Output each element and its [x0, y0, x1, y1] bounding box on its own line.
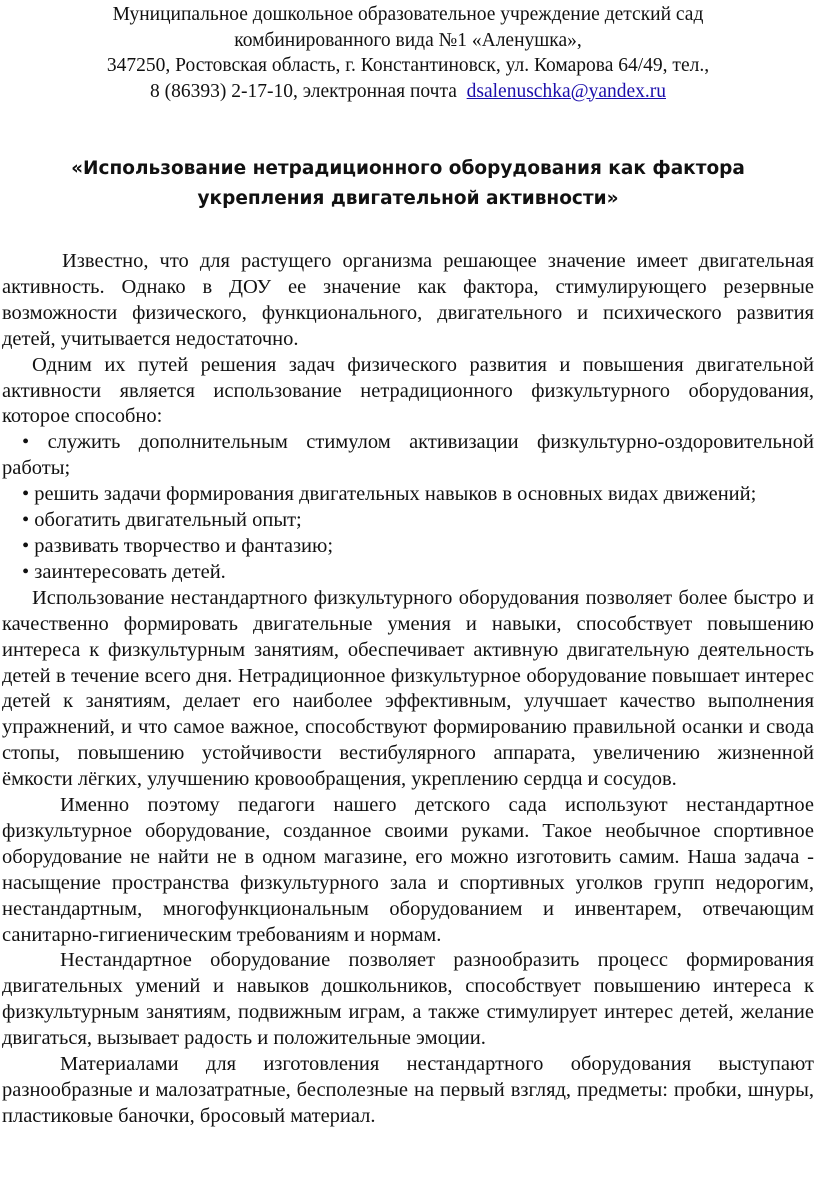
bullet-4: • развивать творчество и фантазию;: [22, 534, 334, 557]
header-line-1: Муниципальное дошкольное образовательное учреждение детский сад: [112, 4, 704, 25]
email-link[interactable]: dsalenuschka@yandex.ru: [466, 80, 666, 102]
bullet-1: • служить дополнительным стимулом активизации физкультурно-оздоровительной работы;: [2, 431, 814, 480]
paragraph-2: Одним их путей решения задач физического развития и повышения двигательной активности является использование нетрадиционного физкультурного оборудования, которое способно:: [2, 353, 814, 428]
header-line-2: комбинированного вида №1 «Аленушка»,: [234, 29, 582, 51]
paragraph-5: Нестандартное оборудование позволяет разнообразить процесс формирования двигательных умений и навыков дошкольников, способствует повышению интереса к физкультурным занятиям, подвижным играм, а также стимулирует интерес детей, желание двигаться, вызывает радость и положительные эмоции.: [2, 949, 814, 1050]
bullet-2: • решить задачи формирования двигательных навыков в основных видах движений;: [22, 483, 757, 506]
paragraph-3: Использование нестандартного физкультурного оборудования позволяет более быстро и качественно формировать двигательные умения и навыки, способствует повышению интереса к физкультурным занятиям, обеспечивает активную двигательную деятельность детей в течение всего дня. Нетрадиционное физкультурное оборудование повышает интерес детей к занятиям, делает его наиболее эффективным, улучшает качество выполнения упражнений, и что самое важное, способствуют формированию правильной осанки и свода стопы, повышению устойчивости вестибулярного аппарата, увеличению жизненной ёмкости лёгких, улучшению кровообращения, укреплению сердца и сосудов.: [2, 586, 814, 791]
document-title: «Использование нетрадиционного оборудования как фактора укрепления двигательной активности»: [71, 158, 745, 209]
paragraph-4: Именно поэтому педагоги нашего детского сада используют нестандартное физкультурное оборудование, созданное своими руками. Такое необычное спортивное оборудование не найти не в одном магазине, его можно изготовить самим. Наша задача - насыщение пространства физкультурного зала и спортивных уголков групп недорогим, нестандартным, многофункциональным оборудованием и инвентарем, отвечающим санитарно-гигиеническим требованиям и нормам.: [2, 794, 814, 946]
paragraph-1: Известно, что для растущего организма решающее значение имеет двигательная активность. Однако в ДОУ ее значение как фактора, стимулирующего резервные возможности физического, функционального, двигательного и психического развития детей, учитывается недостаточно.: [2, 250, 814, 350]
header-line-4: [2, 79, 814, 105]
phone-text: 8 (86393) 2-17-10, электронная почта: [150, 80, 457, 102]
header-line-3: 347250, Ростовская область, г. Константиновск, ул. Комарова 64/49, тел.,: [106, 55, 710, 76]
bullet-3: • обогатить двигательный опыт;: [22, 509, 302, 532]
bullet-5: • заинтересовать детей.: [22, 560, 226, 583]
document-body: [2, 249, 814, 1130]
organization-header: [2, 0, 814, 104]
paragraph-6: Материалами для изготовления нестандартного оборудования выступают разнообразные и малозатратные, бесполезные на первый взгляд, предметы: пробки, шнуры, пластиковые баночки, бросовый материал.: [2, 1053, 814, 1127]
